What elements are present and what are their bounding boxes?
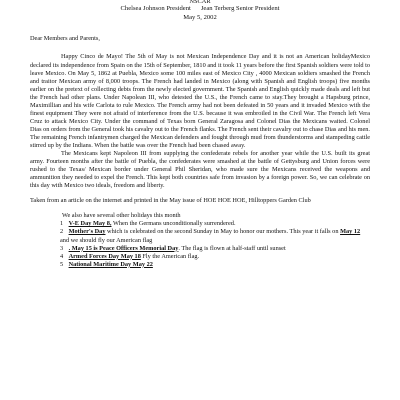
list-item-number: 1: [60, 220, 64, 228]
holiday-title: Armed Forces Day May 18: [68, 252, 141, 260]
list-item: [60, 245, 370, 253]
president-credit: Chelsea Johnson President: [120, 5, 191, 13]
body-paragraph-history: Happy Cinco de Mayo! The 5th of May is not Mexican Independence Day and it is not an American holidayMexico declared its independence from Spain on the 15th of September, 1810 and it took 11 years before the first Spanish soldiers were told to leave Mexico. On May 5, 1862 at Puebla, Mexico some 100 miles east of Mexico City , 4000 Mexican soldiers smashed the French and traitor Mexican army of 8,000 troops. The French had landed in Mexico (along with Spanish and English troops) five months earlier on the pretext of collecting debts from the newly elected government. The Spanish and English quickly made deals and left but the French had other plans. Under Napolean III, who detested the U.S., the French came to stay.They brought a Hapsburg prince, Maximillian and his wife Carlota to rule Mexico. The French army had not been defeated in 50 years and it invaded Mexico with the finest equipment They were not afraid of interference from the U.S. because it was embroiled in the Civil War. The French left Vera Cruz to attack Mexico City. Under the command of Texas born General Zaragosa and Colonel Dias the Mexicans waited. Colonel Dias on orders from the General took his cavalry out to the French flanks. The French sent their cavalry out to chase Dias and his men. The remaining French infantrymen charged the Mexican defenders and fought through mud from thunderstorms and stampeding cattle stirred up by the Indians. When the battle was over the French had been chased away.: [30, 53, 370, 149]
letterhead: [30, 0, 370, 22]
holiday-title: . May 15 is Peace Officers Memorial Day: [68, 244, 179, 252]
senior-president-credit: Jean Terberg Senior President: [200, 5, 280, 13]
list-item: [60, 253, 370, 261]
list-item-number: 3: [60, 244, 64, 252]
list-item-number: 4: [60, 252, 64, 260]
holiday-text: which is celebrated on the second Sunday in May to honor our mothers. This year it falls on: [105, 228, 341, 236]
officers-line: [30, 5, 370, 14]
holiday-text: Fly the American flag.: [140, 252, 200, 260]
holiday-text: When the Germans unconditionally surrendered.: [111, 220, 236, 228]
holiday-title: Mother's Day: [68, 228, 106, 236]
list-item: [60, 261, 370, 269]
list-item: [60, 228, 370, 244]
list-item-number: 2: [60, 228, 64, 236]
holiday-text: . The flag is flown at half-staff until sunset: [178, 244, 286, 252]
salutation: Dear Members and Parents,: [30, 35, 100, 43]
holiday-list: [30, 220, 370, 269]
list-item: [60, 220, 370, 228]
holidays-intro: We also have several other holidays this month: [62, 212, 181, 220]
source-note: Taken from an article on the internet and printed in the May issue of HOE HOE HOE, Hilltoppers Garden Club: [30, 197, 311, 205]
holiday-title: V-E Day May 8,: [68, 220, 112, 228]
holiday-title: National Maritime Day May 22: [68, 260, 153, 268]
holiday-text-continued: and we should fly our American flag: [60, 236, 153, 244]
holiday-date: May 12: [340, 228, 361, 236]
letter-date: May 5, 2002: [183, 14, 217, 21]
organization-name: NSCAR: [189, 0, 211, 5]
body-paragraph-outcome: The Mexicans kept Napoleon III from supplying the confederate rebels for another year while the U.S. built its great army. Fourteen months after the battle of Puebla, the confederates were smashed at the battle of Gettysburg and Union forces were rushed to the Texas/ Mexican border under General Phil Sheridan, who made sure the Mexicans received the weapons and ammunition they needed to expel the French. This kept both countries safe from invasion by a foreign power. So, we can celebrate on this day with Mexico two ideals, freedom and liberty.: [30, 150, 370, 190]
list-item-number: 5: [60, 260, 64, 268]
